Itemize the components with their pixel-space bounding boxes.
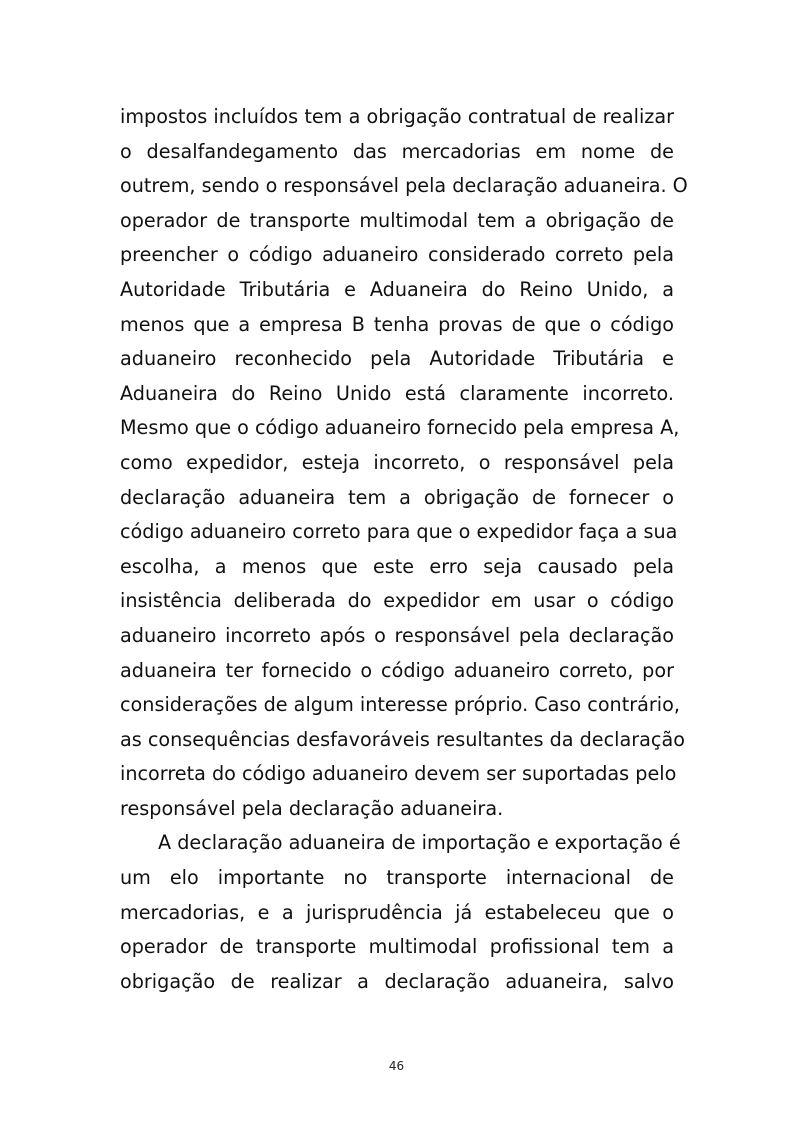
text-line: menos que a empresa B tenha provas de que o código xyxy=(120,312,674,336)
text-line: obrigação de realizar a declaração aduaneira, salvo xyxy=(120,969,674,993)
text-line: impostos incluídos tem a obrigação contratual de realizar xyxy=(120,105,674,128)
text-line: Mesmo que o código aduaneiro fornecido pela empresa A, xyxy=(120,416,680,440)
text-line: Aduaneira do Reino Unido está claramente incorreto. xyxy=(120,381,674,405)
text-line: A declaração aduaneira de importação e exportação é xyxy=(158,831,681,855)
text-line: declaração aduaneira tem a obrigação de fornecer o xyxy=(120,485,674,509)
page-number: 46 xyxy=(388,1059,405,1073)
text-line: um elo importante no transporte internacional de xyxy=(120,866,674,890)
body-text xyxy=(120,100,688,999)
text-line: preencher o código aduaneiro considerado correto pela xyxy=(120,243,674,267)
text-line: escolha, a menos que este erro seja causado pela xyxy=(120,554,674,578)
paragraph-1 xyxy=(120,100,688,826)
text-line: as consequências desfavoráveis resultantes da declaração xyxy=(120,727,685,751)
text-line: mercadorias, e a jurisprudência já estabeleceu que o xyxy=(120,900,674,924)
text-line: incorreta do código aduaneiro devem ser suportadas pelo xyxy=(120,762,677,786)
text-line: insistência deliberada do expedidor em usar o código xyxy=(120,589,674,613)
text-line: aduaneiro reconhecido pela Autoridade Tributária e xyxy=(120,347,674,371)
text-line: aduaneira ter fornecido o código aduaneiro correto, por xyxy=(120,658,674,682)
text-line: considerações de algum interesse próprio. Caso contrário, xyxy=(120,693,680,717)
text-line: operador de transporte multimodal tem a obrigação de xyxy=(120,208,674,232)
text-line: Autoridade Tributária e Aduaneira do Reino Unido, a xyxy=(120,277,674,301)
text-line: responsável pela declaração aduaneira. xyxy=(120,796,504,820)
text-line: o desalfandegamento das mercadorias em nome de xyxy=(120,139,674,163)
paragraph-2 xyxy=(120,826,681,999)
text-line: como expedidor, esteja incorreto, o responsável pela xyxy=(120,450,674,474)
text-line: aduaneiro incorreto após o responsável pela declaração xyxy=(120,623,674,647)
text-line: outrem, sendo o responsável pela declaração aduaneira. O xyxy=(120,174,688,198)
text-line: operador de transporte multimodal profissional tem a xyxy=(120,935,674,959)
text-line: código aduaneiro correto para que o expedidor faça a sua xyxy=(120,520,678,544)
